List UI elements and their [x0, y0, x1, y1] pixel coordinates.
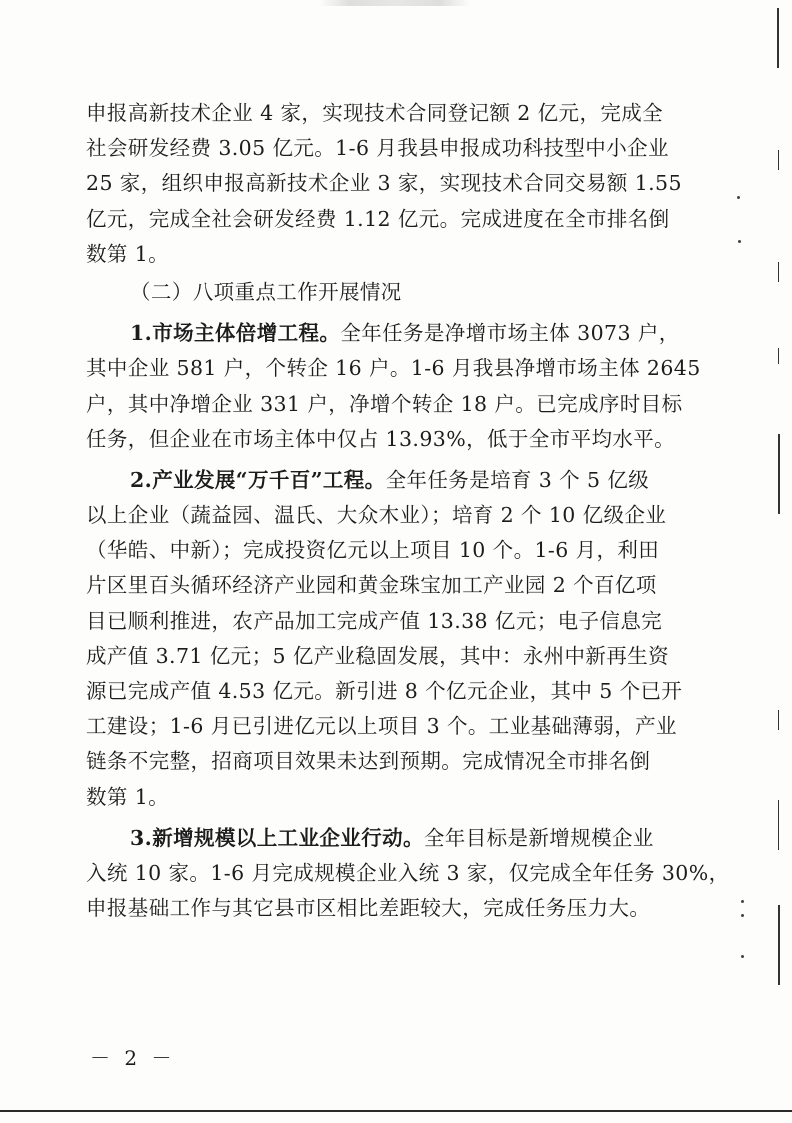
scan-dot: [741, 955, 744, 958]
body-line: 申报基础工作与其它县市区相比差距较大，完成任务压力大。: [86, 896, 651, 921]
scan-dot: [737, 196, 740, 199]
body-line: 入统 10 家。1-6 月完成规模企业入统 3 家，仅完成全年任务 30%，: [86, 860, 730, 885]
scan-smudge: [320, 0, 470, 6]
body-line: 25 家，组织申报高新技术企业 3 家，实现技术合同交易额 1.55: [86, 171, 682, 196]
body-line: 社会研发经费 3.05 亿元。1-6 月我县申报成功科技型中小企业: [86, 136, 669, 161]
body-line: （华皓、中新）；完成投资亿元以上项目 10 个。1-6 月，利田: [86, 538, 660, 563]
scan-mark: [778, 262, 779, 282]
scan-mark: [778, 150, 779, 170]
scan-mark: [778, 905, 780, 985]
item2-lead: 2.产业发展“万千百”工程。: [130, 467, 386, 492]
item2-first-line: [86, 463, 686, 498]
scan-dot: [741, 900, 744, 903]
scan-mark: [778, 348, 779, 364]
body-line: 片区里百头循环经济产业园和黄金珠宝加工产业园 2 个百亿项: [86, 573, 657, 598]
bottom-rule: [0, 1110, 792, 1112]
body-line: 申报高新技术企业 4 家，实现技术合同登记额 2 亿元，完成全: [86, 101, 664, 125]
item1-first-rest: 全年任务是净增市场主体 3073 户，: [340, 321, 680, 346]
body-line: 工建设；1-6 月已引进亿元以上项目 3 个。工业基础薄弱，产业: [86, 714, 677, 739]
document-body: [86, 96, 730, 926]
body-line: 目已顺利推进，农产品加工完成产值 13.38 亿元；电子信息完: [86, 608, 663, 633]
body-line: 任务，但企业在市场主体中仅占 13.93%，低于全市平均水平。: [86, 426, 676, 451]
item3-first-rest: 全年目标是新增规模企业: [423, 825, 654, 850]
item2-first-rest: 全年任务是培育 3 个 5 亿级: [385, 467, 650, 492]
scan-mark: [777, 8, 779, 68]
body-line: 成产值 3.71 亿元；5 亿产业稳固发展，其中：永州中新再生资: [86, 643, 670, 668]
item3-first-line: [86, 821, 686, 856]
scan-mark: [778, 800, 779, 850]
scan-dot: [738, 240, 741, 243]
page-number: － 2 －: [90, 1046, 176, 1070]
scan-mark: [778, 710, 779, 730]
body-line: 数第 1。: [86, 784, 170, 809]
body-line: 其中企业 581 户，个转企 16 户。1-6 月我县净增市场主体 2645: [86, 356, 701, 381]
body-line: 户，其中净增企业 331 户，净增个转企 18 户。已完成序时目标: [86, 391, 683, 416]
item1-first-line: [86, 316, 686, 351]
body-line: 链条不完整，招商项目效果未达到预期。完成情况全市排名倒: [86, 749, 651, 774]
body-line: 数第 1。: [86, 241, 170, 266]
section-heading: （二）八项重点工作开展情况: [130, 279, 402, 304]
scan-mark: [778, 434, 780, 514]
item3-lead: 3.新增规模以上工业企业行动。: [130, 825, 424, 850]
item1-lead: 1.市场主体倍增工程。: [130, 321, 341, 346]
body-line: 亿元，完成全社会研发经费 1.12 亿元。完成进度在全市排名倒: [86, 206, 670, 231]
body-line: 源已完成产值 4.53 亿元。新引进 8 个亿元企业，其中 5 个已开: [86, 679, 683, 703]
scan-dot: [741, 914, 744, 917]
body-line: 以上企业（蔬益园、温氏、大众木业）；培育 2 个 10 亿级企业: [86, 503, 667, 528]
